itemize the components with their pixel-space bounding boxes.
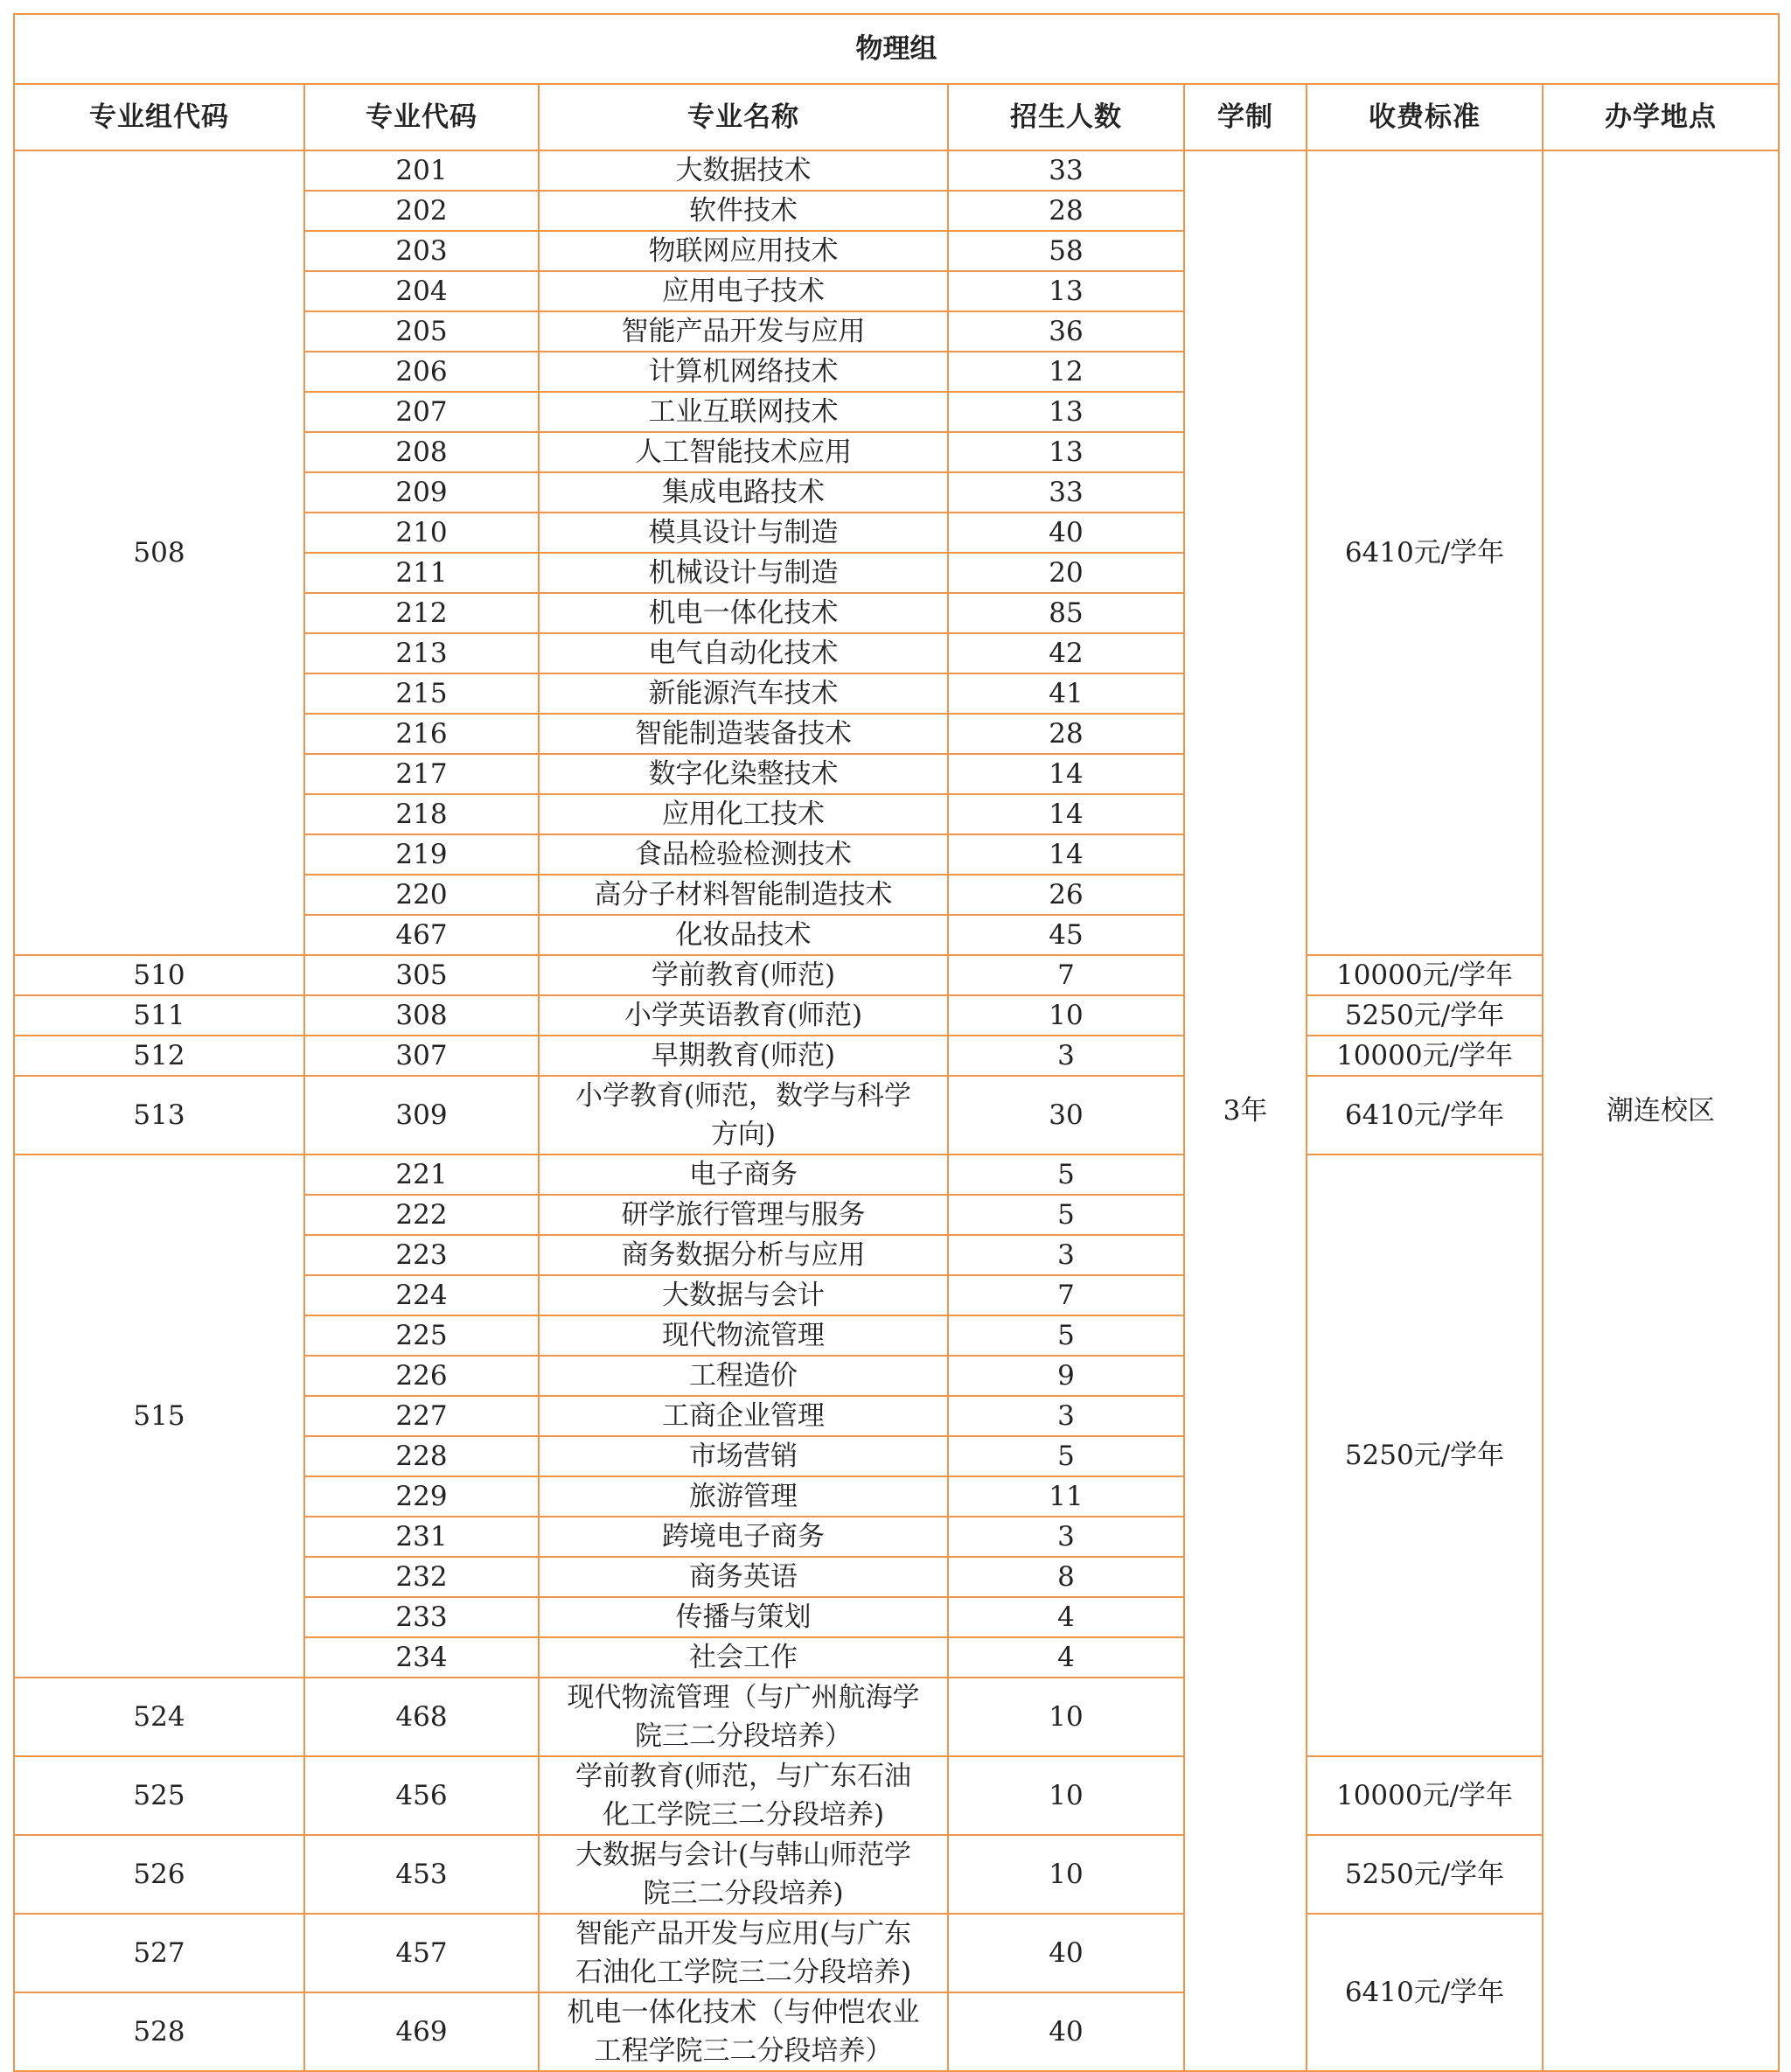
enrollment-count-cell: 5 [948, 1195, 1184, 1235]
major-code-cell: 213 [304, 633, 539, 673]
enrollment-count-cell: 42 [948, 633, 1184, 673]
enrollment-count-cell: 58 [948, 231, 1184, 271]
major-name-line: 软件技术 [689, 195, 798, 227]
enrollment-table [13, 13, 1780, 2072]
major-name-cell [539, 714, 948, 754]
major-code-cell: 456 [304, 1756, 539, 1835]
major-code-cell: 307 [304, 1036, 539, 1076]
major-name-line: 学前教育(师范) [651, 959, 836, 991]
enrollment-count-cell: 85 [948, 593, 1184, 633]
group-code-cell: 510 [14, 955, 304, 995]
major-name-cell [539, 1036, 948, 1076]
fee-cell: 5250元/学年 [1307, 1835, 1543, 1914]
major-name-line: 新能源汽车技术 [648, 678, 839, 709]
major-code-cell: 223 [304, 1235, 539, 1275]
major-name-line: 机械设计与制造 [648, 557, 839, 589]
major-name-line: 现代物流管理 [662, 1320, 825, 1351]
major-name-cell [539, 553, 948, 593]
enrollment-count-cell: 7 [948, 1275, 1184, 1315]
major-name-cell [539, 1195, 948, 1235]
major-name-line: 现代物流管理（与广州航海学 [567, 1682, 920, 1713]
major-name-cell [539, 1597, 948, 1637]
table-row [14, 1076, 1779, 1155]
enrollment-count-cell: 5 [948, 1315, 1184, 1356]
major-name-cell [539, 875, 948, 915]
major-name-cell [539, 1235, 948, 1275]
major-code-cell: 224 [304, 1275, 539, 1315]
table-row [14, 150, 1779, 191]
major-code-cell: 225 [304, 1315, 539, 1356]
major-name-line: 化妆品技术 [675, 919, 812, 951]
enrollment-count-cell: 10 [948, 1835, 1184, 1914]
major-name-cell [539, 1436, 948, 1476]
major-name-cell [539, 432, 948, 472]
major-code-cell: 469 [304, 1992, 539, 2071]
major-code-cell: 453 [304, 1835, 539, 1914]
group-code-cell: 508 [14, 150, 304, 955]
major-name-cell [539, 1315, 948, 1356]
major-name-cell [539, 352, 948, 392]
major-code-cell: 218 [304, 794, 539, 834]
group-code-cell: 512 [14, 1036, 304, 1076]
major-name-cell [539, 1076, 948, 1155]
major-name-line: 集成电路技术 [662, 477, 825, 508]
major-code-cell: 208 [304, 432, 539, 472]
major-name-cell [539, 915, 948, 955]
major-name-cell [539, 472, 948, 513]
enrollment-count-cell: 30 [948, 1076, 1184, 1155]
major-name-cell [539, 1275, 948, 1315]
major-code-cell: 227 [304, 1396, 539, 1436]
enrollment-count-cell: 45 [948, 915, 1184, 955]
major-name-line: 小学教育(师范，数学与科学 [575, 1080, 912, 1112]
major-name-line: 智能制造装备技术 [635, 718, 852, 750]
major-code-cell: 457 [304, 1914, 539, 1992]
major-name-line: 计算机网络技术 [648, 356, 839, 387]
enrollment-count-cell: 11 [948, 1476, 1184, 1517]
major-code-cell: 305 [304, 955, 539, 995]
fee-cell: 5250元/学年 [1307, 1155, 1543, 1756]
enrollment-count-cell: 5 [948, 1436, 1184, 1476]
group-code-cell: 511 [14, 995, 304, 1036]
major-name-cell [539, 673, 948, 714]
table-row [14, 1835, 1779, 1914]
enrollment-count-cell: 7 [948, 955, 1184, 995]
table-title: 物理组 [14, 14, 1779, 84]
header-group-code: 专业组代码 [14, 84, 304, 150]
major-name-cell [539, 1914, 948, 1992]
group-code-cell: 524 [14, 1678, 304, 1756]
major-code-cell: 219 [304, 834, 539, 875]
major-code-cell: 209 [304, 472, 539, 513]
major-name-line: 传播与策划 [675, 1601, 812, 1633]
enrollment-count-cell: 10 [948, 1756, 1184, 1835]
table-row [14, 1036, 1779, 1076]
enrollment-count-cell: 40 [948, 513, 1184, 553]
major-name-cell [539, 392, 948, 432]
enrollment-count-cell: 36 [948, 311, 1184, 352]
major-name-line: 数字化染整技术 [648, 758, 839, 790]
major-name-cell [539, 1637, 948, 1678]
header-major-name: 专业名称 [539, 84, 948, 150]
enrollment-count-cell: 13 [948, 392, 1184, 432]
table-row [14, 1756, 1779, 1835]
major-name-line: 研学旅行管理与服务 [621, 1199, 866, 1231]
major-code-cell: 309 [304, 1076, 539, 1155]
enrollment-count-cell: 3 [948, 1036, 1184, 1076]
major-code-cell: 217 [304, 754, 539, 794]
major-name-line: 物联网应用技术 [648, 235, 839, 267]
enrollment-count-cell: 40 [948, 1914, 1184, 1992]
fee-cell: 10000元/学年 [1307, 1756, 1543, 1835]
major-name-line: 电子商务 [689, 1159, 798, 1190]
enrollment-count-cell: 8 [948, 1557, 1184, 1597]
major-code-cell: 233 [304, 1597, 539, 1637]
major-name-cell [539, 955, 948, 995]
major-name-line: 模具设计与制造 [648, 517, 839, 548]
major-code-cell: 216 [304, 714, 539, 754]
enrollment-count-cell: 26 [948, 875, 1184, 915]
major-name-line: 智能产品开发与应用 [621, 316, 866, 347]
major-name-line: 跨境电子商务 [662, 1521, 825, 1552]
major-code-cell: 212 [304, 593, 539, 633]
header-major-code: 专业代码 [304, 84, 539, 150]
major-name-line: 工业互联网技术 [648, 396, 839, 428]
major-name-cell [539, 150, 948, 191]
fee-cell: 5250元/学年 [1307, 995, 1543, 1036]
major-code-cell: 231 [304, 1517, 539, 1557]
enrollment-count-cell: 14 [948, 834, 1184, 875]
enrollment-count-cell: 40 [948, 1992, 1184, 2071]
major-code-cell: 220 [304, 875, 539, 915]
major-name-cell [539, 271, 948, 311]
major-code-cell: 205 [304, 311, 539, 352]
major-name-line: 市场营销 [689, 1441, 798, 1472]
major-name-cell [539, 191, 948, 231]
group-code-cell: 528 [14, 1992, 304, 2071]
enrollment-count-cell: 33 [948, 472, 1184, 513]
major-name-line: 工商企业管理 [662, 1400, 825, 1432]
major-name-cell [539, 1557, 948, 1597]
fee-cell: 10000元/学年 [1307, 1036, 1543, 1076]
major-name-line: 智能产品开发与应用(与广东 [575, 1918, 912, 1950]
major-code-cell: 226 [304, 1356, 539, 1396]
major-code-cell: 229 [304, 1476, 539, 1517]
group-code-cell: 525 [14, 1756, 304, 1835]
enrollment-count-cell: 28 [948, 191, 1184, 231]
major-name-line: 社会工作 [689, 1642, 798, 1673]
major-name-line: 机电一体化技术（与仲恺农业 [567, 1997, 920, 2028]
enrollment-count-cell: 4 [948, 1637, 1184, 1678]
major-code-cell: 201 [304, 150, 539, 191]
table-row [14, 955, 1779, 995]
major-name-line: 大数据技术 [675, 155, 812, 186]
header-row [14, 84, 1779, 150]
major-name-cell [539, 1835, 948, 1914]
major-name-cell [539, 231, 948, 271]
major-name-cell [539, 1517, 948, 1557]
enrollment-count-cell: 10 [948, 1678, 1184, 1756]
enrollment-count-cell: 41 [948, 673, 1184, 714]
header-duration: 学制 [1184, 84, 1307, 150]
major-code-cell: 206 [304, 352, 539, 392]
campus-cell: 潮连校区 [1543, 150, 1779, 2071]
enrollment-count-cell: 12 [948, 352, 1184, 392]
major-name-cell [539, 1396, 948, 1436]
major-code-cell: 202 [304, 191, 539, 231]
enrollment-count-cell: 10 [948, 995, 1184, 1036]
enrollment-count-cell: 28 [948, 714, 1184, 754]
major-name-line: 工程学院三二分段培养） [594, 2035, 893, 2067]
major-name-line: 应用电子技术 [662, 276, 825, 307]
major-name-line: 旅游管理 [689, 1481, 798, 1512]
major-name-cell [539, 1476, 948, 1517]
major-name-line: 学前教育(师范，与广东石油 [575, 1761, 912, 1792]
major-name-cell [539, 1756, 948, 1835]
major-name-line: 人工智能技术应用 [635, 436, 852, 468]
major-name-cell [539, 311, 948, 352]
major-name-line: 院三二分段培养) [643, 1878, 844, 1909]
table-row [14, 1914, 1779, 1992]
major-name-line: 食品检验检测技术 [635, 839, 852, 870]
major-name-line: 机电一体化技术 [648, 597, 839, 629]
enrollment-count-cell: 14 [948, 794, 1184, 834]
major-name-line: 应用化工技术 [662, 799, 825, 830]
enrollment-count-cell: 3 [948, 1235, 1184, 1275]
group-code-cell: 527 [14, 1914, 304, 1992]
major-name-line: 小学英语教育(师范) [624, 1000, 863, 1031]
major-code-cell: 468 [304, 1678, 539, 1756]
major-code-cell: 204 [304, 271, 539, 311]
major-name-line: 工程造价 [689, 1360, 798, 1392]
major-name-line: 电气自动化技术 [648, 638, 839, 669]
header-fee: 收费标准 [1307, 84, 1543, 150]
enrollment-count-cell: 3 [948, 1517, 1184, 1557]
major-name-line: 大数据与会计 [662, 1280, 825, 1311]
enrollment-count-cell: 4 [948, 1597, 1184, 1637]
major-name-cell [539, 1155, 948, 1195]
fee-cell: 6410元/学年 [1307, 150, 1543, 955]
major-name-cell [539, 1356, 948, 1396]
major-name-line: 院三二分段培养） [635, 1720, 852, 1752]
major-code-cell: 308 [304, 995, 539, 1036]
enrollment-count-cell: 9 [948, 1356, 1184, 1396]
major-code-cell: 221 [304, 1155, 539, 1195]
major-name-line: 商务英语 [689, 1561, 798, 1593]
group-code-cell: 526 [14, 1835, 304, 1914]
major-name-line: 石油化工学院三二分段培养) [575, 1957, 912, 1988]
major-name-cell [539, 513, 948, 553]
major-name-cell [539, 794, 948, 834]
major-name-cell [539, 995, 948, 1036]
major-code-cell: 467 [304, 915, 539, 955]
enrollment-count-cell: 5 [948, 1155, 1184, 1195]
enrollment-count-cell: 14 [948, 754, 1184, 794]
major-name-cell [539, 633, 948, 673]
table-row [14, 995, 1779, 1036]
enrollment-count-cell: 33 [948, 150, 1184, 191]
header-campus: 办学地点 [1543, 84, 1779, 150]
major-code-cell: 210 [304, 513, 539, 553]
enrollment-count-cell: 13 [948, 432, 1184, 472]
major-name-cell [539, 834, 948, 875]
fee-cell: 6410元/学年 [1307, 1076, 1543, 1155]
enrollment-count-cell: 13 [948, 271, 1184, 311]
major-name-line: 大数据与会计(与韩山师范学 [575, 1839, 912, 1871]
major-name-line: 化工学院三二分段培养) [602, 1799, 885, 1831]
major-name-line: 方向) [710, 1119, 777, 1150]
major-code-cell: 207 [304, 392, 539, 432]
fee-cell: 6410元/学年 [1307, 1914, 1543, 2071]
major-code-cell: 234 [304, 1637, 539, 1678]
major-code-cell: 228 [304, 1436, 539, 1476]
group-code-cell: 513 [14, 1076, 304, 1155]
major-name-line: 高分子材料智能制造技术 [594, 879, 893, 910]
group-code-cell: 515 [14, 1155, 304, 1678]
major-code-cell: 222 [304, 1195, 539, 1235]
major-name-cell [539, 1678, 948, 1756]
major-code-cell: 215 [304, 673, 539, 714]
header-enrollment-count: 招生人数 [948, 84, 1184, 150]
table-row [14, 1155, 1779, 1195]
fee-cell: 10000元/学年 [1307, 955, 1543, 995]
major-name-line: 早期教育(师范) [651, 1040, 836, 1071]
duration-cell: 3年 [1184, 150, 1307, 2071]
major-name-cell [539, 593, 948, 633]
major-code-cell: 203 [304, 231, 539, 271]
major-code-cell: 211 [304, 553, 539, 593]
enrollment-count-cell: 20 [948, 553, 1184, 593]
major-name-line: 商务数据分析与应用 [621, 1239, 866, 1271]
enrollment-count-cell: 3 [948, 1396, 1184, 1436]
major-name-cell [539, 1992, 948, 2071]
major-code-cell: 232 [304, 1557, 539, 1597]
major-name-cell [539, 754, 948, 794]
